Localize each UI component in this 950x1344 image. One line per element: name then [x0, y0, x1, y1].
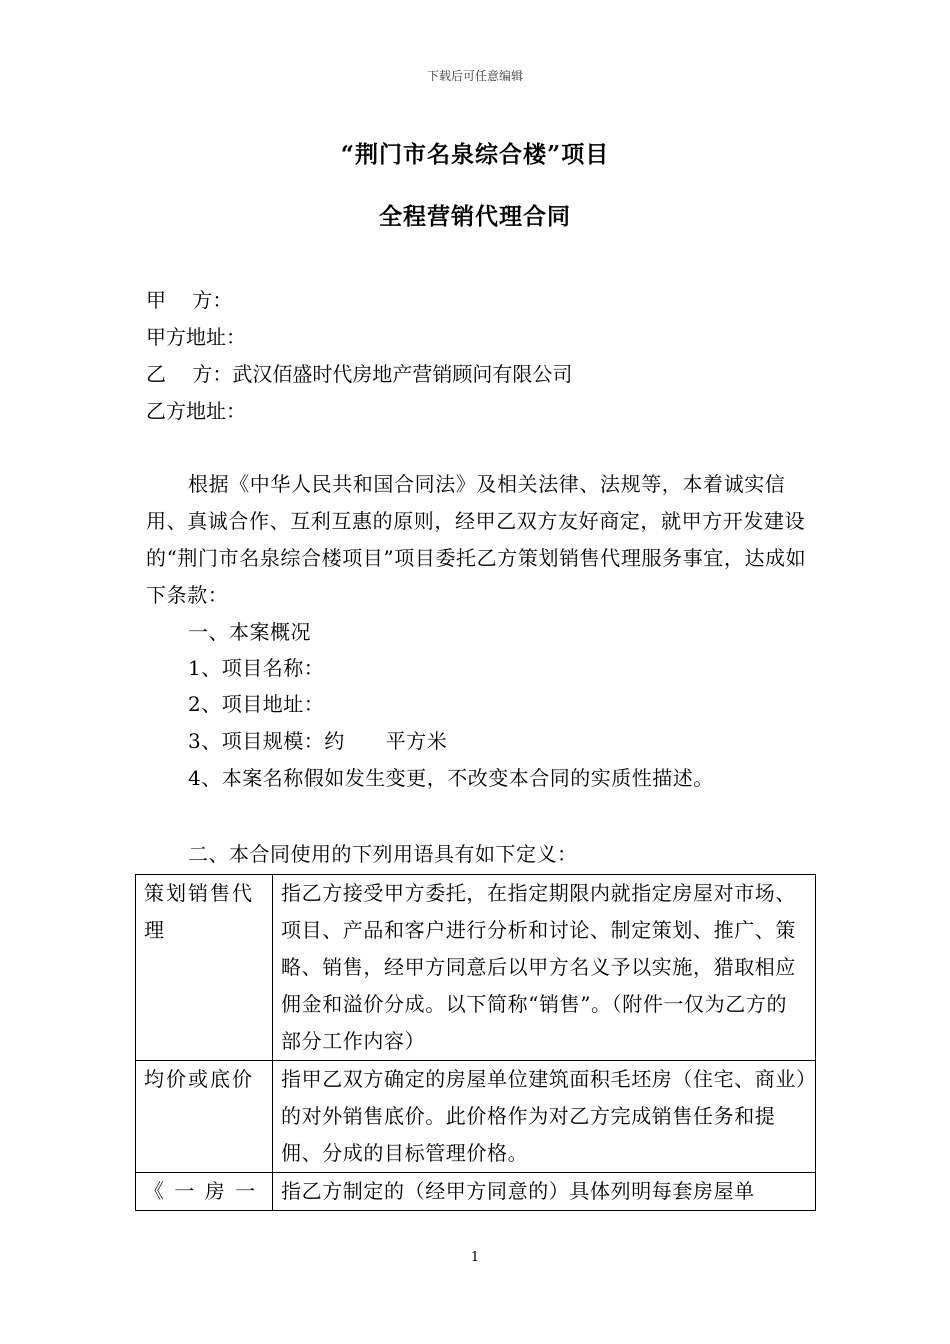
- definition-description: 指乙方接受甲方委托，在指定期限内就指定房屋对市场、项目、产品和客户进行分析和讨论、制定策划、推广、策略、销售，经甲方同意后以甲方名义予以实施，猎取相应佣金和溢价分成。以下简称“销售”。（附件一仅为乙方的部分工作内容）: [273, 875, 816, 1061]
- definition-term: 策划销售代理: [136, 875, 273, 1061]
- definition-description: 指乙方制定的（经甲方同意的）具体列明每套房屋单: [273, 1173, 816, 1211]
- header-note: 下载后可任意编辑: [426, 69, 523, 83]
- definitions-table: [135, 874, 816, 1211]
- section1-heading: 一、本案概况: [188, 620, 311, 644]
- table-row: [136, 1061, 816, 1173]
- section2-heading: 二、本合同使用的下列用语具有如下定义：: [188, 842, 578, 866]
- party-a-address-label: 甲方地址：: [146, 325, 246, 349]
- table-row: [136, 1173, 816, 1211]
- party-a-label: 甲 方：: [146, 288, 233, 312]
- table-row: [136, 875, 816, 1061]
- definition-term: 《 一 房 一: [136, 1173, 273, 1211]
- section1-item-3: 3、项目规模：约 平方米: [188, 729, 448, 753]
- definition-description: 指甲乙双方确定的房屋单位建筑面积毛坯房（住宅、商业）的对外销售底价。此价格作为对乙方完成销售任务和提佣、分成的目标管理价格。: [273, 1061, 816, 1173]
- section1-item-1: 1、项目名称：: [188, 656, 325, 680]
- intro-paragraph: 根据《中华人民共和国合同法》及相关法律、法规等，本着诚实信用、真诚合作、互利互惠的原则，经甲乙双方友好商定，就甲方开发建设的“荆门市名泉综合楼项目”项目委托乙方策划销售代理服务事宜，达成如下条款：: [146, 472, 807, 607]
- section1-item-2: 2、项目地址：: [188, 692, 325, 716]
- section1-item-4: 4、本案名称假如发生变更，不改变本合同的实质性描述。: [188, 766, 714, 790]
- party-b-label: 乙 方：武汉佰盛时代房地产营销顾问有限公司: [146, 362, 573, 386]
- party-b-address-label: 乙方地址：: [146, 399, 246, 423]
- page-number: 1: [470, 1250, 480, 1265]
- document-title-line2: 全程营销代理合同: [379, 203, 571, 230]
- definition-term: 均价或底价: [136, 1061, 273, 1173]
- document-title-line1: “荆门市名泉综合楼”项目: [340, 141, 610, 168]
